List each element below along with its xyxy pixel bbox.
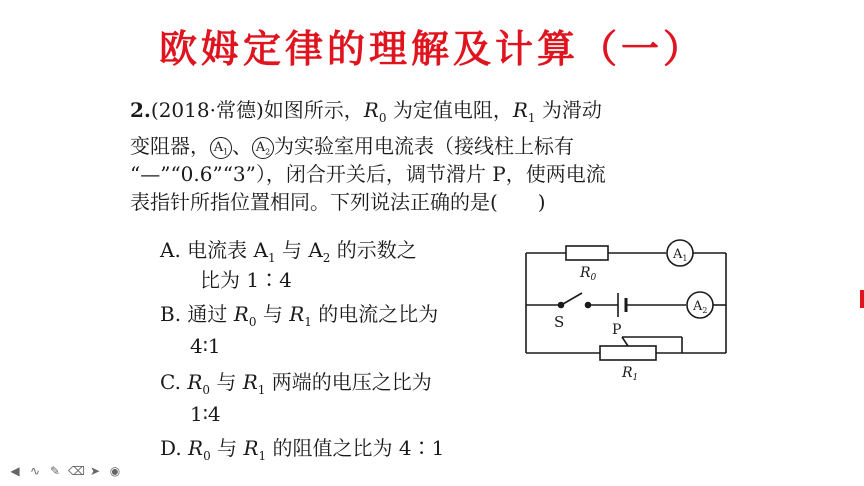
question-line-3: “—”“0.6”“3”），闭合开关后，调节滑片 P，使两电流 [130,162,606,186]
prev-arrow-icon[interactable]: ◀ [10,464,20,478]
page-title: 欧姆定律的理解及计算（一） [158,27,705,71]
option-c: C. $R_0$ 与 $R_1$ 两端的电压之比为 [160,370,432,397]
option-c-line2: 1∶4 [190,402,221,426]
ammeter-a2-symbol: $A_2$ [252,137,274,159]
ammeter-a1-symbol: $A_1$ [210,137,232,159]
question-line-4: 表指针所指位置相同。下列说法正确的是( ) [130,190,546,214]
options-icon[interactable]: ◉ [109,464,121,478]
switch-terminal-right [586,303,591,308]
circuit-bottom-branch [526,337,726,360]
switch-s [563,293,582,304]
label-a1: $A_1$ [673,247,688,263]
option-d: D. $R_0$ 与 $R_1$ 的阻值之比为 4∶1 [160,436,445,463]
rheostat-r1 [600,346,656,360]
eraser-icon[interactable]: ⌫ [68,464,85,478]
pointer-icon[interactable]: ➤ [89,464,101,478]
circuit-diagram [518,233,733,383]
resistor-r0 [566,246,608,260]
option-b-line2: 4∶1 [190,334,221,358]
slider-p [622,337,628,346]
question-stem: 2.(2018·常德)如图所示，$R_0$ 为定值电阻，$R_1$ 为滑动 变阻器， $A_1$ 、 $A_2$ 为实验室用电流表（接线柱上标有 “—”“0.6”“3”），闭合开关后，调节滑片 P，使两电流 表指针所指位置相同。下列说法正确的是( ) [130,96,750,216]
circuit-top-branch [526,240,726,353]
label-a2: $A_2$ [693,299,708,315]
label-r0: $R_0$ [580,265,597,283]
option-b: B. 通过 $R_0$ 与 $R_1$ 的电流之比为 [160,302,439,329]
question-source: (2018·常德) [150,98,264,122]
edge-marker [860,290,864,308]
option-a: A. 电流表 $A_1$ 与 $A_2$ 的示数之 [160,238,417,265]
pen-icon[interactable]: ∿ [29,464,41,478]
label-s: S [554,313,565,331]
question-number: 2. [130,98,151,122]
highlighter-icon[interactable]: ✎ [49,464,61,478]
label-p: P [612,322,622,338]
label-r1: $R_1$ [622,365,639,383]
option-a-line2: 比为 1∶4 [200,268,292,292]
annotation-toolbar [8,462,122,480]
